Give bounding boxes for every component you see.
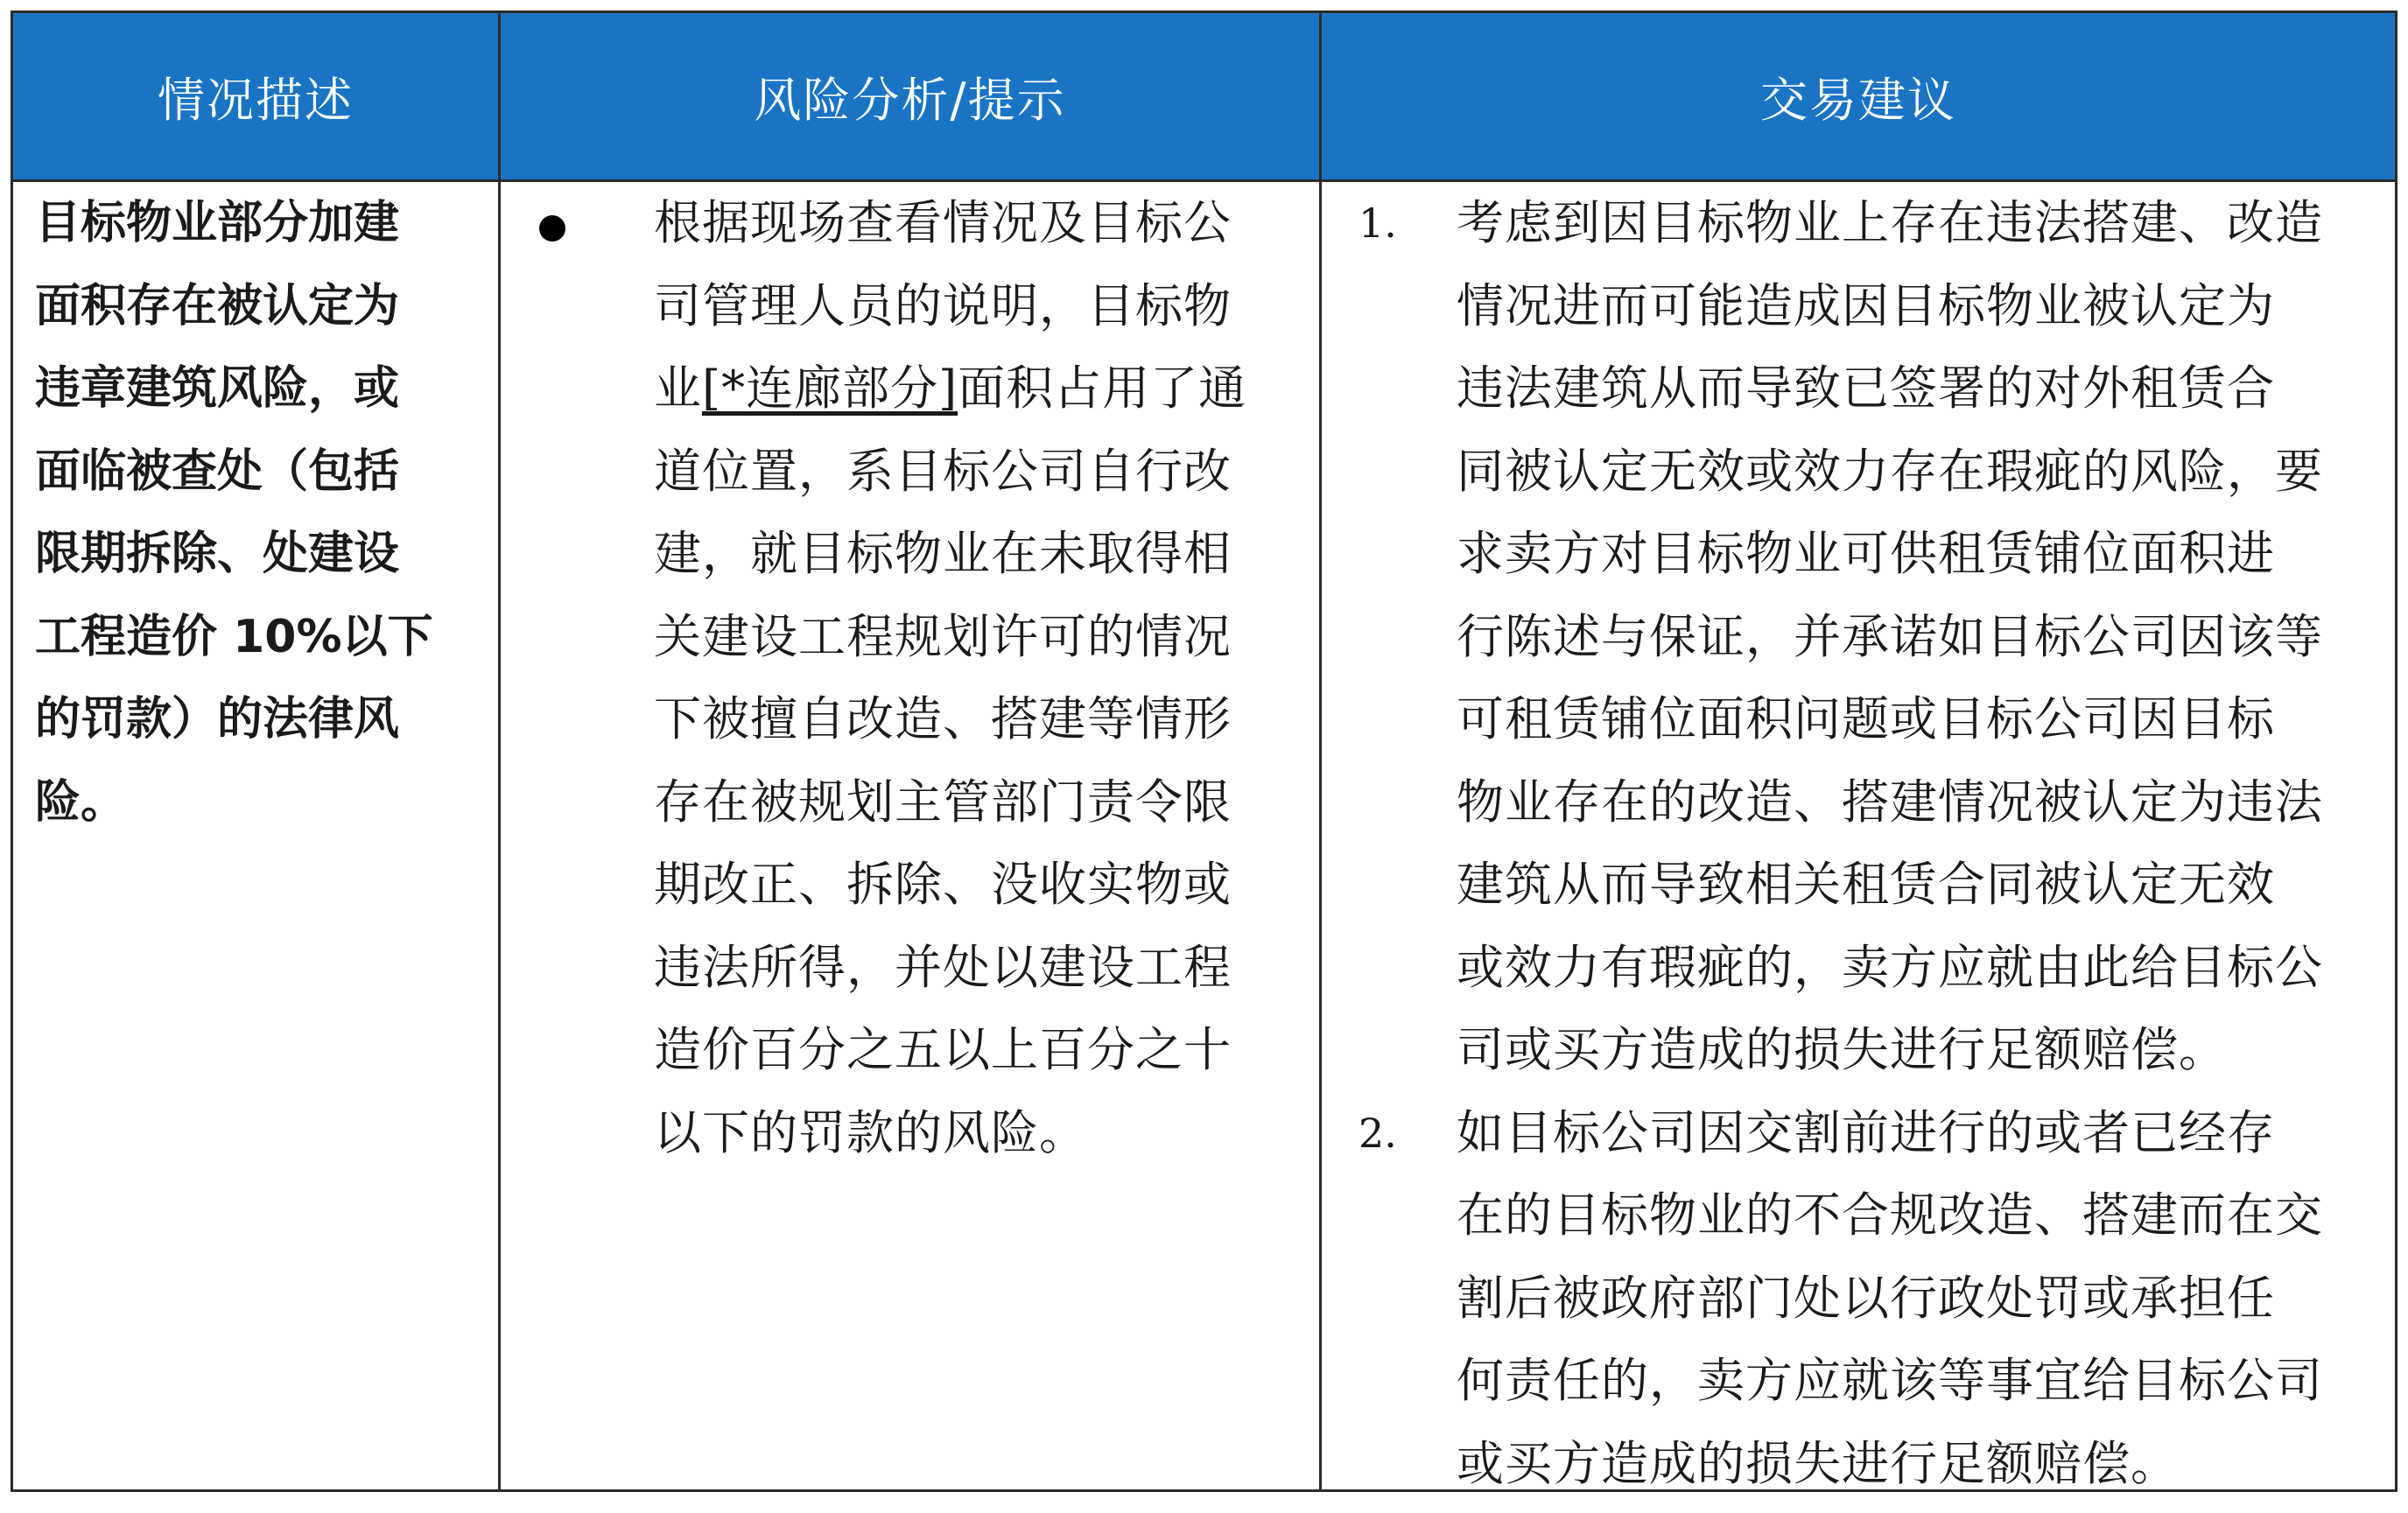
- advice-line: 违法建筑从而导致已签署的对外租赁合: [1457, 361, 2275, 416]
- situation-line: 限期拆除、处建设: [35, 528, 400, 580]
- risk-line: 存在被规划主管部门责令限: [654, 774, 1232, 830]
- risk-line: [654, 347, 1302, 431]
- advice-line: 考虑到因目标物业上存在违法搭建、改造: [1457, 195, 2323, 250]
- risk-line: 道位置，系目标公司自行改: [654, 443, 1232, 499]
- situation-line: 面临被查处（包括: [35, 445, 400, 498]
- advice-line: 何责任的，卖方应就该等事宜给目标公司: [1457, 1353, 2323, 1408]
- advice-line: 割后被政府部门处以行政处罚或承担任: [1457, 1270, 2275, 1326]
- advice-line: 如目标公司因交割前进行的或者已经存: [1457, 1104, 2275, 1160]
- advice-line: 同被认定无效或效力存在瑕疵的风险，要: [1457, 443, 2323, 499]
- advice-line: 建筑从而导致相关租赁合同被认定无效: [1457, 857, 2275, 912]
- risk-line-prefix: 业: [654, 361, 702, 416]
- column-divider: [1319, 13, 1322, 1489]
- situation-cell: [35, 182, 477, 844]
- advice-line: 或买方造成的损失进行足额赔偿。: [1457, 1435, 2179, 1491]
- risk-line: 造价百分之五以上百分之十: [654, 1022, 1232, 1077]
- advice-line: 情况进而可能造成因目标物业被认定为: [1457, 277, 2275, 333]
- risk-text: [654, 182, 1302, 1174]
- situation-line: 目标物业部分加建: [35, 197, 400, 249]
- advice-line: 求卖方对目标物业可供租赁铺位面积进: [1457, 526, 2275, 581]
- advice-line: 行陈述与保证，并承诺如目标公司因该等: [1457, 608, 2323, 664]
- risk-line: 建，就目标物业在未取得相: [654, 526, 1232, 581]
- advice-line: 在的目标物业的不合规改造、搭建而在交: [1457, 1187, 2323, 1243]
- risk-line-suffix: 面积占用了通: [958, 361, 1247, 416]
- situation-line: 的罚款）的法律风: [35, 693, 400, 746]
- situation-line: 面积存在被认定为: [35, 279, 400, 333]
- header-situation: 情况描述: [158, 72, 354, 128]
- advice-line: 司或买方造成的损失进行足额赔偿。: [1457, 1022, 2227, 1077]
- header-transaction-advice: 交易建议: [1760, 72, 1956, 128]
- risk-line: 违法所得，并处以建设工程: [654, 939, 1232, 995]
- risk-line: 下被擅自改造、搭建等情形: [654, 691, 1232, 746]
- bullet-icon: [539, 215, 565, 242]
- risk-line: 根据现场查看情况及目标公: [654, 195, 1232, 250]
- advice-line: 可租赁铺位面积问题或目标公司因目标: [1457, 691, 2275, 746]
- advice-line: 或效力有瑕疵的，卖方应就由此给目标公: [1457, 939, 2323, 995]
- advice-number: 2.: [1358, 1109, 1397, 1157]
- risk-line: 关建设工程规划许可的情况: [654, 608, 1232, 664]
- risk-table: [11, 11, 2397, 1492]
- situation-line: 工程造价 10%以下: [35, 610, 433, 663]
- advice-item-2: [1457, 1092, 2393, 1506]
- risk-line: 司管理人员的说明，目标物: [654, 277, 1232, 333]
- advice-number: 1.: [1358, 200, 1397, 247]
- underlined-placeholder: [*连廊部分]: [702, 361, 958, 416]
- header-risk-analysis: 风险分析/提示: [754, 72, 1066, 128]
- risk-line: 以下的罚款的风险。: [654, 1104, 1087, 1160]
- risk-line: 期改正、拆除、没收实物或: [654, 857, 1232, 912]
- advice-item-1: [1457, 182, 2393, 1092]
- column-divider: [498, 13, 501, 1489]
- situation-line: 险。: [35, 775, 127, 829]
- situation-line: 违章建筑风险，或: [35, 362, 400, 415]
- table-header: [13, 13, 2395, 179]
- advice-line: 物业存在的改造、搭建情况被认定为违法: [1457, 774, 2323, 830]
